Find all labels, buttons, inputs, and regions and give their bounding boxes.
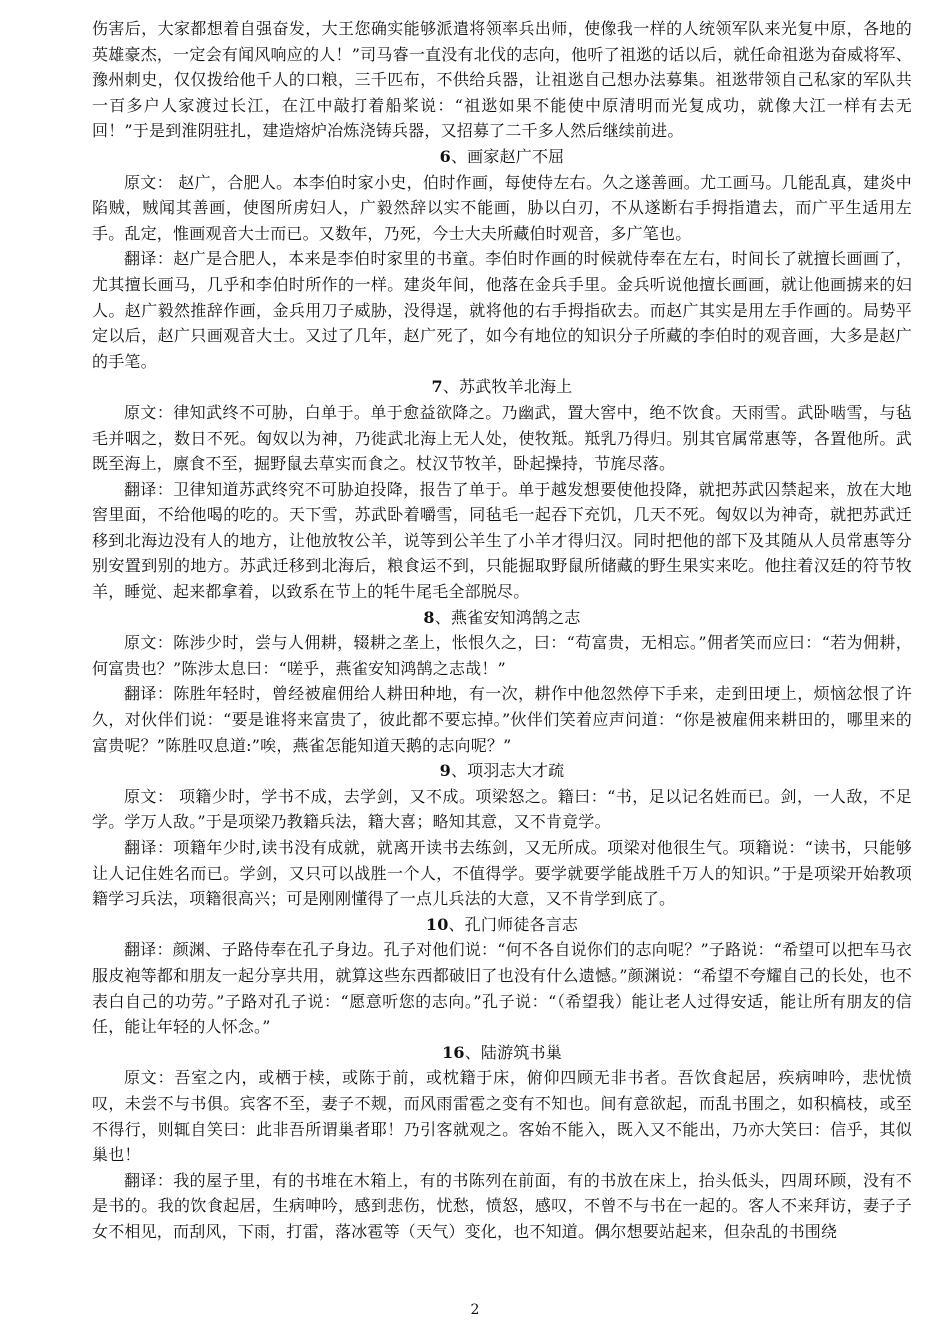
paragraph: 翻译：颜渊、子路侍奉在孔子身边。孔子对他们说：“何不各自说你们的志向呢？”子路说：“希望可以把车马衣服皮袍等都和朋友一起分享共用，就算这些东西都破旧了也没有什么遗憾。”颜渊说：“希望不夸耀自己的长处，也不表白自己的功劳。”子路对孔子说：“愿意听您的志向。”孔子说：“（希望我）能让老人过得安适，能让所有朋友的信任，能让年轻的人怀念。”	[92, 940, 912, 1037]
section-number: 8	[423, 607, 435, 627]
paragraph: 原文：律知武终不可胁，白单于。单于愈益欲降之。乃幽武，置大窖中，绝不饮食。天雨雪。武卧啮雪，与毡毛并咽之，数日不死。匈奴以为神，乃徙武北海上无人处，使牧羝。羝乳乃得归。别其官属常惠等，各置他所。武既至海上，廪食不至，掘野鼠去草实而食之。杖汉节牧羊，卧起操持，节旄尽落。	[92, 402, 912, 474]
paragraph: 原文：吾室之内，或栖于椟，或陈于前，或枕籍于床，俯仰四顾无非书者。吾饮食起居，疾病呻吟，悲忧愤叹，未尝不与书俱。宾客不至，妻子不觌，而风雨雷雹之变有不知也。间有意欲起，而乱书围之，如积槁枝，或至不得行，则辄自笑曰：此非吾所谓巢者耶！乃引客就观之。客始不能入，既入又不能出，乃亦大笑曰：信乎，其似巢也！	[92, 1068, 912, 1165]
section-title: 、孔门师徒各言志	[448, 914, 579, 934]
section-number: 7	[431, 377, 443, 397]
page-number: 2	[470, 1302, 480, 1318]
section-title: 、燕雀安知鸿鹄之志	[434, 607, 581, 627]
document-body	[92, 16, 912, 1245]
paragraph: 翻译：我的屋子里，有的书堆在木箱上，有的书陈列在前面，有的书放在床上，抬头低头，四周环顾，没有不是书的。我的饮食起居，生病呻吟，感到悲伤，忧愁，愤怒，感叹，不曾不与书在一起的。客人不来拜访，妻子子女不相见，而刮风，下雨，打雷，落冰雹等（天气）变化，也不知道。偶尔想要站起来，但杂乱的书围绕	[92, 1170, 912, 1241]
section-title: 、画家赵广不屈	[450, 146, 565, 166]
section-heading	[92, 374, 912, 400]
section-number: 10	[425, 914, 449, 934]
paragraph: 翻译：赵广是合肥人，本来是李伯时家里的书童。李伯时作画的时候就侍奉在左右，时间长了就擅长画画了，尤其擅长画马，几乎和李伯时所作的一样。建炎年间，他落在金兵手里。金兵听说他擅长画画，就让他画掳来的妇人。赵广毅然推辞作画，金兵用刀子威胁，没得逞，就将他的右手拇指砍去。而赵广其实是用左手作画的。局势平定以后，赵广只画观音大士。又过了几年，赵广死了，如今有地位的知识分子所藏的李伯时的观音画，大多是赵广的手笔。	[92, 249, 912, 371]
paragraph: 伤害后，大家都想着自强奋发，大王您确实能够派遣将领率兵出师，使像我一样的人统领军队来光复中原，各地的英雄豪杰，一定会有闻风响应的人！”司马睿一直没有北伐的志向，他听了祖逖的话以后，就任命祖逖为奋威将军、豫州刺史，仅仅拨给他千人的口粮，三千匹布，不供给兵器，让祖逖自己想办法募集。祖逖带领自己私家的军队共一百多户人家渡过长江，在江中敲打着船桨说：“祖逖如果不能使中原清明而光复成功，就像大江一样有去无回！”于是到淮阴驻扎，建造熔炉冶炼浇铸兵器，又招募了二千多人然后继续前进。	[92, 19, 912, 141]
paragraph: 原文： 赵广，合肥人。本李伯时家小史，伯时作画，每使侍左右。久之遂善画。尤工画马。几能乱真，建炎中陷贼，贼闻其善画，使图所虏妇人，广毅然辞以实不能画，胁以白刃，不从遂断右手拇指遣去，而广平生适用左手。乱定，惟画观音大士而已。又数年，乃死，今士大夫所藏伯时观音，多广笔也。	[92, 172, 912, 243]
section-heading	[92, 912, 912, 938]
section-heading	[92, 605, 912, 631]
paragraph: 翻译：项籍年少时,读书没有成就，就离开读书去练剑，又无所成。项梁对他很生气。项籍说：“读书，只能够让人记住姓名而已。学剑，又只可以战胜一个人，不值得学。要学就要学能战胜千万人的知识。”于是项梁开始教项籍学习兵法，项籍很高兴；可是刚刚懂得了一点儿兵法的大意，又不肯学到底了。	[92, 838, 912, 909]
paragraph: 原文： 项籍少时，学书不成，去学剑，又不成。项梁怒之。籍曰：“书，足以记名姓而已。剑，一人敌，不足学。学万人敌。”于是项梁乃教籍兵法，籍大喜；略知其意，又不肯竟学。	[92, 786, 912, 832]
section-heading	[92, 758, 912, 784]
section-title: 、苏武牧羊北海上	[442, 377, 573, 397]
section-number: 9	[439, 761, 451, 781]
section-number: 6	[439, 146, 451, 166]
paragraph: 翻译：陈胜年轻时，曾经被雇佣给人耕田种地，有一次，耕作中他忽然停下手来，走到田埂上，烦恼忿恨了许久，对伙伴们说：“要是谁将来富贵了，彼此都不要忘掉。”伙伴们笑着应声问道：“你是被雇佣来耕田的，哪里来的富贵呢？”陈胜叹息道:”唉，燕雀怎能知道天鹅的志向呢？”	[92, 684, 912, 755]
paragraph: 原文：陈涉少时，尝与人佣耕，辍耕之垄上，怅恨久之，曰：“苟富贵，无相忘。”佣者笑而应曰：“若为佣耕，何富贵也？”陈涉太息曰：“嗟乎，燕雀安知鸿鹄之志哉！”	[92, 633, 912, 678]
section-heading	[92, 1040, 912, 1066]
section-number: 16	[442, 1042, 465, 1062]
section-title: 、陆游筑书巢	[464, 1042, 562, 1062]
section-heading	[92, 144, 912, 170]
paragraph: 翻译：卫律知道苏武终究不可胁迫投降，报告了单于。单于越发想要使他投降，就把苏武囚禁起来，放在大地窖里面，不给他喝的吃的。天下雪，苏武卧着嚼雪，同毡毛一起吞下充饥，几天不死。匈奴以为神奇，就把苏武迁移到北海边没有人的地方，让他放牧公羊，说等到公羊生了小羊才得归汉。同时把他的部下及其随从人员常惠等分别安置到别的地方。苏武迁移到北海后，粮食运不到，只能掘取野鼠所储藏的野生果实来吃。他拄着汉廷的符节牧羊，睡觉、起来都拿着，以致系在节上的牦牛尾毛全部脱尽。	[92, 479, 912, 602]
section-title: 、项羽志大才疏	[450, 761, 565, 781]
